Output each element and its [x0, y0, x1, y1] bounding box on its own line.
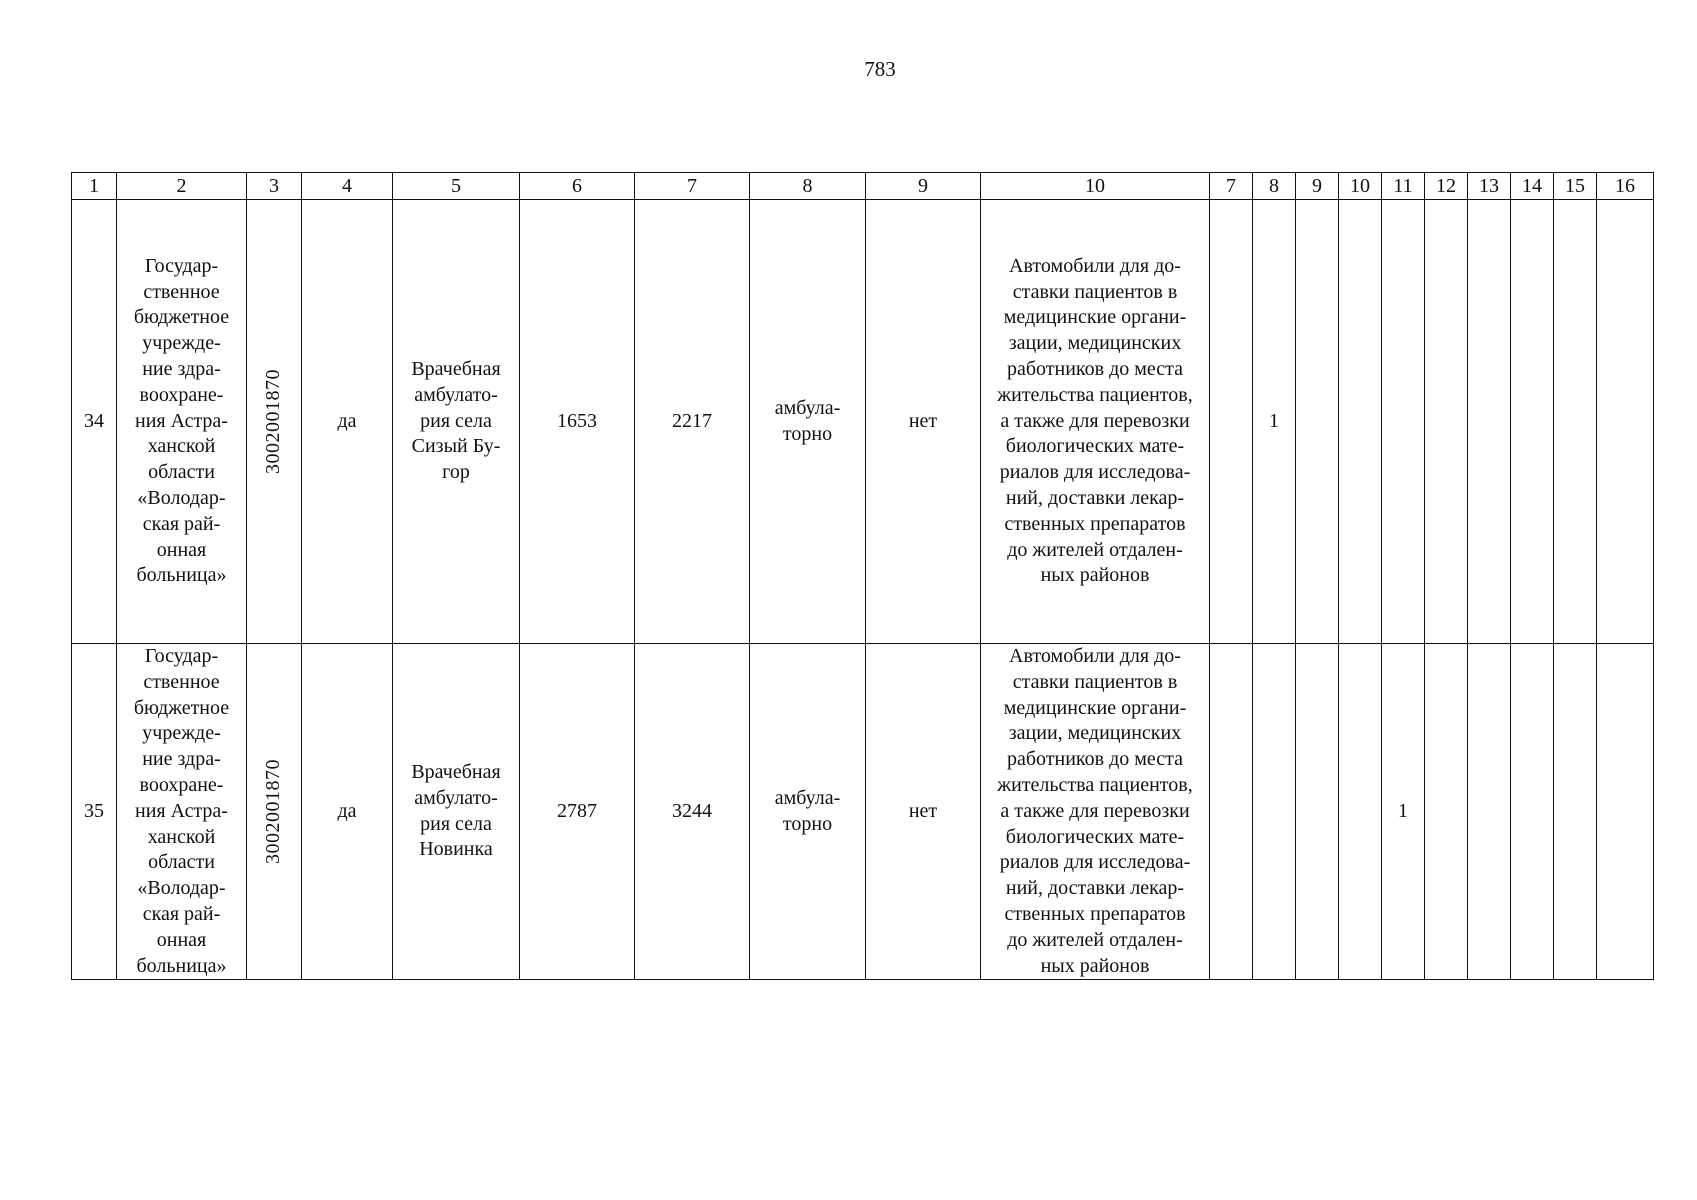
- value-cell: 3244: [635, 644, 750, 980]
- value-cell: 2217: [635, 200, 750, 644]
- column-header: 10: [981, 173, 1210, 200]
- column-header: 7: [635, 173, 750, 200]
- extra-cell: [1597, 200, 1654, 644]
- organization-cell: Государ- ственное бюджетное учрежде- ние здра- воохране- ния Астра- ханской области «Володар- ская рай- онная больница»: [117, 200, 247, 644]
- column-header: 11: [1382, 173, 1425, 200]
- column-header: 8: [750, 173, 866, 200]
- extra-cell: 1: [1253, 200, 1296, 644]
- column-header: 8: [1253, 173, 1296, 200]
- extra-cell: [1597, 644, 1654, 980]
- column-header: 15: [1554, 173, 1597, 200]
- flag-cell: да: [302, 644, 393, 980]
- table-row: [72, 644, 1654, 980]
- extra-cell: [1554, 200, 1597, 644]
- flag-cell: да: [302, 200, 393, 644]
- value-cell: 2787: [520, 644, 635, 980]
- column-header: 4: [302, 173, 393, 200]
- code-cell: [247, 644, 302, 980]
- column-header: 12: [1425, 173, 1468, 200]
- extra-cell: [1468, 200, 1511, 644]
- column-header: 16: [1597, 173, 1654, 200]
- value-cell: 1653: [520, 200, 635, 644]
- column-header: 1: [72, 173, 117, 200]
- extra-cell: [1339, 200, 1382, 644]
- facility-cell: Врачебная амбулато- рия села Сизый Бу- гор: [393, 200, 520, 644]
- extra-cell: [1382, 200, 1425, 644]
- extra-cell: [1296, 200, 1339, 644]
- column-header: 7: [1210, 173, 1253, 200]
- column-header: 9: [866, 173, 981, 200]
- column-header: 2: [117, 173, 247, 200]
- extra-cell: [1511, 644, 1554, 980]
- table-row: [72, 200, 1654, 644]
- code-text: 3002001870: [262, 369, 285, 474]
- care-mode-cell: амбула- торно: [750, 200, 866, 644]
- page-number: 783: [864, 57, 896, 81]
- facility-cell: Врачебная амбулато- рия села Новинка: [393, 644, 520, 980]
- care-mode-cell: амбула- торно: [750, 644, 866, 980]
- column-header: 10: [1339, 173, 1382, 200]
- organization-cell: Государ- ственное бюджетное учрежде- ние здра- воохране- ния Астра- ханской области «Володар- ская рай- онная больница»: [117, 644, 247, 980]
- column-header: 14: [1511, 173, 1554, 200]
- extra-cell: [1210, 644, 1253, 980]
- description-cell: Автомобили для до- ставки пациентов в медицинские органи- зации, медицинских работников до места жительства пациентов, а также для перевозки биологических мате- риалов для исследова- ний, доставки лекар- ственных препаратов до жителей отдален- ных районов: [981, 200, 1210, 644]
- availability-cell: нет: [866, 644, 981, 980]
- extra-cell: [1210, 200, 1253, 644]
- extra-cell: [1296, 644, 1339, 980]
- header-row: [72, 173, 1654, 200]
- extra-cell: 1: [1382, 644, 1425, 980]
- column-header: 6: [520, 173, 635, 200]
- code-text: 3002001870: [262, 759, 285, 865]
- extra-cell: [1253, 644, 1296, 980]
- column-header: 3: [247, 173, 302, 200]
- availability-cell: нет: [866, 200, 981, 644]
- extra-cell: [1554, 644, 1597, 980]
- row-number-cell: 34: [72, 200, 117, 644]
- extra-cell: [1468, 644, 1511, 980]
- row-number-cell: 35: [72, 644, 117, 980]
- column-header: 5: [393, 173, 520, 200]
- column-header: 13: [1468, 173, 1511, 200]
- description-cell: Автомобили для до- ставки пациентов в медицинские органи- зации, медицинских работников до места жительства пациентов, а также для перевозки биологических мате- риалов для исследова- ний, доставки лекар- ственных препаратов до жителей отдален- ных районов: [981, 644, 1210, 980]
- column-header: 9: [1296, 173, 1339, 200]
- data-table: [71, 172, 1654, 980]
- extra-cell: [1511, 200, 1554, 644]
- extra-cell: [1425, 200, 1468, 644]
- extra-cell: [1339, 644, 1382, 980]
- extra-cell: [1425, 644, 1468, 980]
- code-cell: [247, 200, 302, 644]
